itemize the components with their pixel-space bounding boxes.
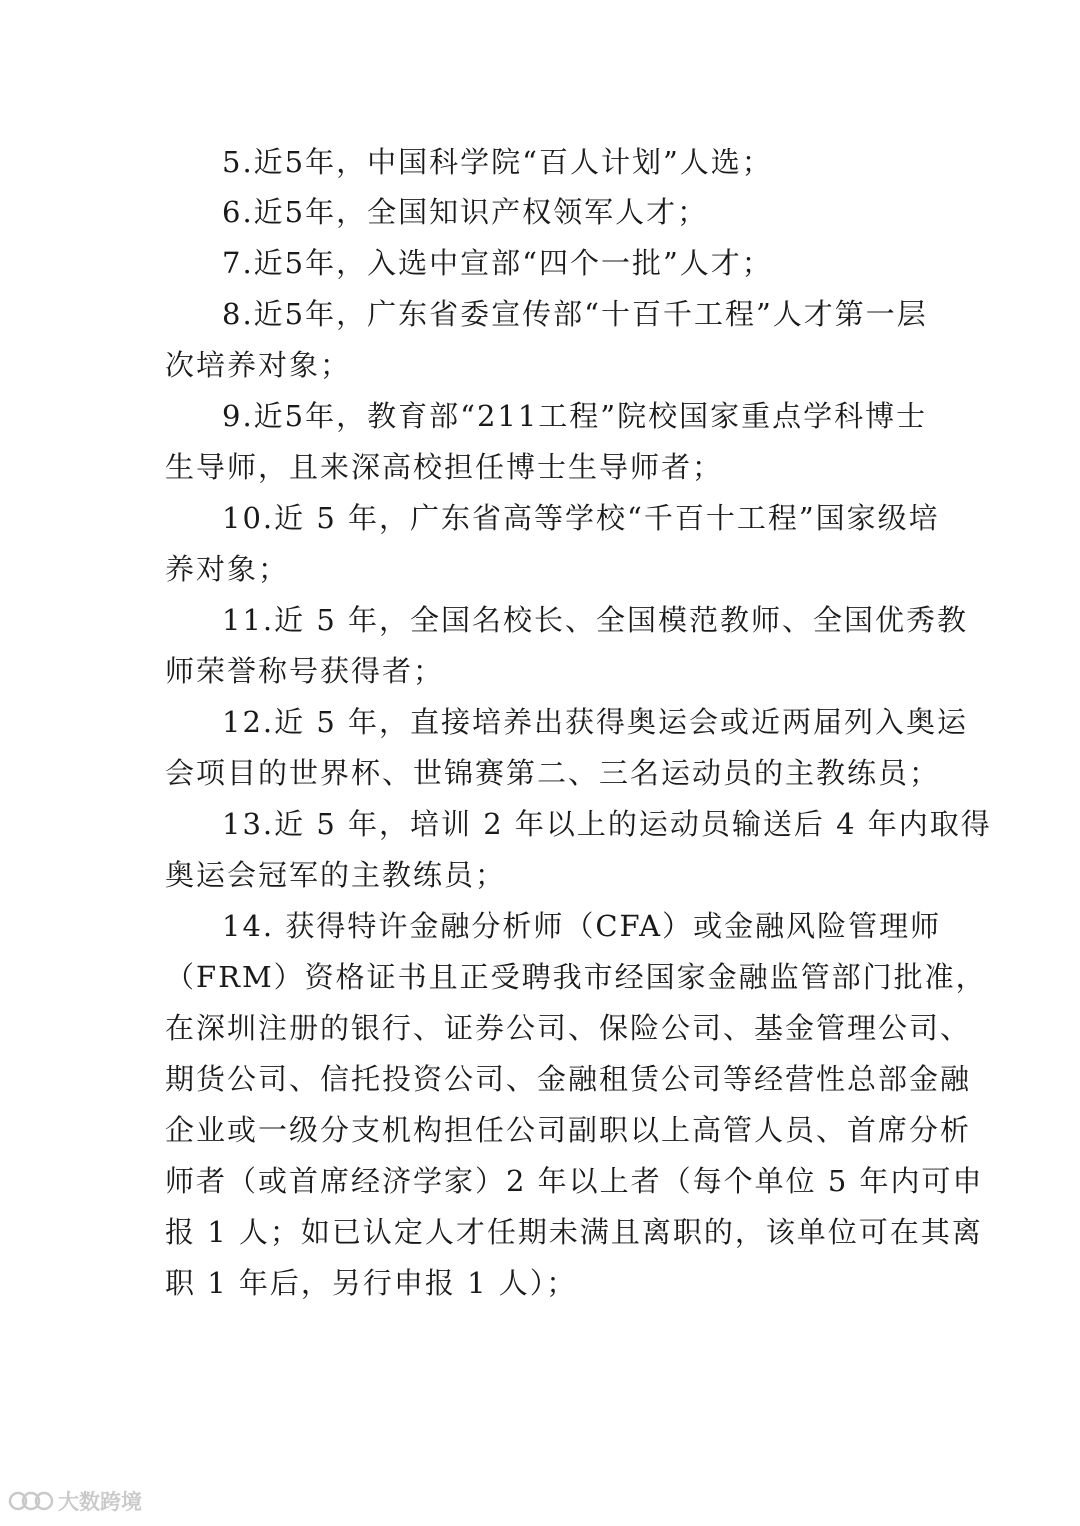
list-item-13-cont: 奥运会冠军的主教练员；	[165, 858, 507, 892]
list-item-10-cont: 养对象；	[165, 552, 290, 586]
watermark	[8, 1486, 142, 1516]
list-item-8-cont: 次培养对象；	[165, 348, 352, 382]
list-item-14-cont: 职 1 年后，另行申报 1 人）；	[165, 1266, 578, 1300]
list-item-6: 6.近5年，全国知识产权领军人才；	[222, 195, 709, 229]
watermark-text: 大数跨境	[58, 1490, 142, 1514]
list-item-11-cont: 师荣誉称号获得者；	[165, 654, 445, 688]
list-item-14-cont: 报 1 人；如已认定人才任期未满且离职的，该单位可在其离	[165, 1215, 983, 1249]
list-item-10: 10.近 5 年，广东省高等学校“千百十工程”国家级培	[222, 501, 940, 535]
list-item-12-cont: 会项目的世界杯、世锦赛第二、三名运动员的主教练员；	[165, 756, 941, 790]
list-item-7: 7.近5年，入选中宣部“四个一批”人才；	[222, 246, 773, 280]
list-item-12: 12.近 5 年，直接培养出获得奥运会或近两届列入奥运	[222, 705, 969, 739]
list-item-14-cont: 期货公司、信托投资公司、金融租赁公司等经营性总部金融	[165, 1062, 972, 1096]
list-item-13: 13.近 5 年，培训 2 年以上的运动员输送后 4 年内取得	[222, 807, 992, 841]
logo-icon	[8, 1488, 54, 1514]
list-item-14: 14. 获得特许金融分析师（CFA）或金融风险管理师	[222, 909, 942, 943]
list-item-9: 9.近5年，教育部“211工程”院校国家重点学科博士	[222, 399, 928, 433]
list-item-11: 11.近 5 年，全国名校长、全国模范教师、全国优秀教	[222, 603, 969, 637]
list-item-14-cont: 企业或一级分支机构担任公司副职以上高管人员、首席分析	[165, 1113, 972, 1147]
list-item-5: 5.近5年，中国科学院“百人计划”人选；	[222, 145, 773, 179]
list-item-14-cont: 师者（或首席经济学家）2 年以上者（每个单位 5 年内可申	[165, 1164, 984, 1198]
list-item-14-cont: （FRM）资格证书且正受聘我市经国家金融监管部门批准，	[165, 960, 987, 994]
list-item-8: 8.近5年，广东省委宣传部“十百千工程”人才第一层	[222, 297, 928, 331]
list-item-14-cont: 在深圳注册的银行、证券公司、保险公司、基金管理公司、	[165, 1011, 972, 1045]
list-item-9-cont: 生导师，且来深高校担任博士生导师者；	[165, 450, 724, 484]
